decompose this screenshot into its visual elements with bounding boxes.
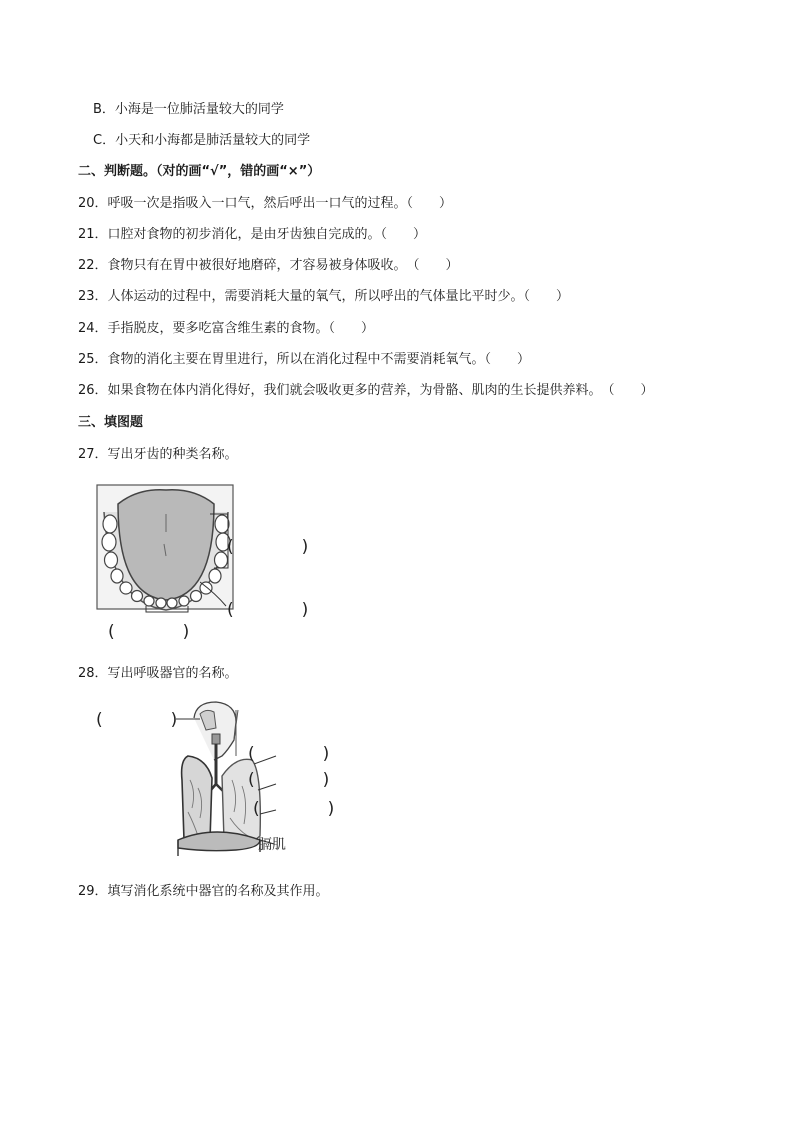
section3-heading: 三、填图题 (78, 415, 144, 430)
teeth-leader-lines (200, 510, 230, 620)
question-24: 24．手指脱皮，要多吃富含维生素的食物。（ ） (78, 321, 375, 336)
question-23: 23．人体运动的过程中，需要消耗大量的氧气，所以呼出的气体量比平时少。（ ） (78, 289, 570, 304)
question-28: 28．写出呼吸器官的名称。 (78, 666, 238, 681)
question-26: 26．如果食物在体内消化得好，我们就会吸收更多的营养，为骨骼、肌肉的生长提供养料。 （ ） (78, 383, 654, 398)
question-22: 22．食物只有在胃中被很好地磨碎，才容易被身体吸收。 （ ） (78, 258, 459, 273)
option-c: C．小天和小海都是肺活量较大的同学 (93, 133, 311, 148)
option-b: B．小海是一位肺活量较大的同学 (93, 102, 284, 117)
teeth-blank-canine[interactable]: ( ) (227, 600, 309, 620)
question-27: 27．写出牙齿的种类名称。 (78, 447, 238, 462)
section2-heading: 二、判断题。（对的画“√”，错的画“×”） (78, 164, 321, 179)
diaphragm-label: 膈肌 (258, 837, 286, 853)
respiratory-blank-bronchi[interactable]: ( ) (248, 770, 330, 790)
question-25: 25．食物的消化主要在胃里进行，所以在消化过程中不需要消耗氧气。（ ） (78, 352, 531, 367)
nose-leader-line (176, 716, 202, 722)
respiratory-blank-nose[interactable]: ( ) (96, 710, 178, 730)
teeth-blank-molars[interactable]: ( ) (227, 537, 309, 557)
respiratory-blank-trachea[interactable]: ( ) (248, 744, 330, 764)
question-21: 21．口腔对食物的初步消化，是由牙齿独自完成的。（ ） (78, 227, 427, 242)
teeth-blank-incisors[interactable]: ( ) (108, 622, 190, 642)
question-29: 29．填写消化系统中器官的名称及其作用。 (78, 884, 329, 899)
question-20: 20．呼吸一次是指吸入一口气，然后呼出一口气的过程。（ ） (78, 196, 453, 211)
respiratory-blank-lungs[interactable]: ( ) (253, 799, 335, 819)
